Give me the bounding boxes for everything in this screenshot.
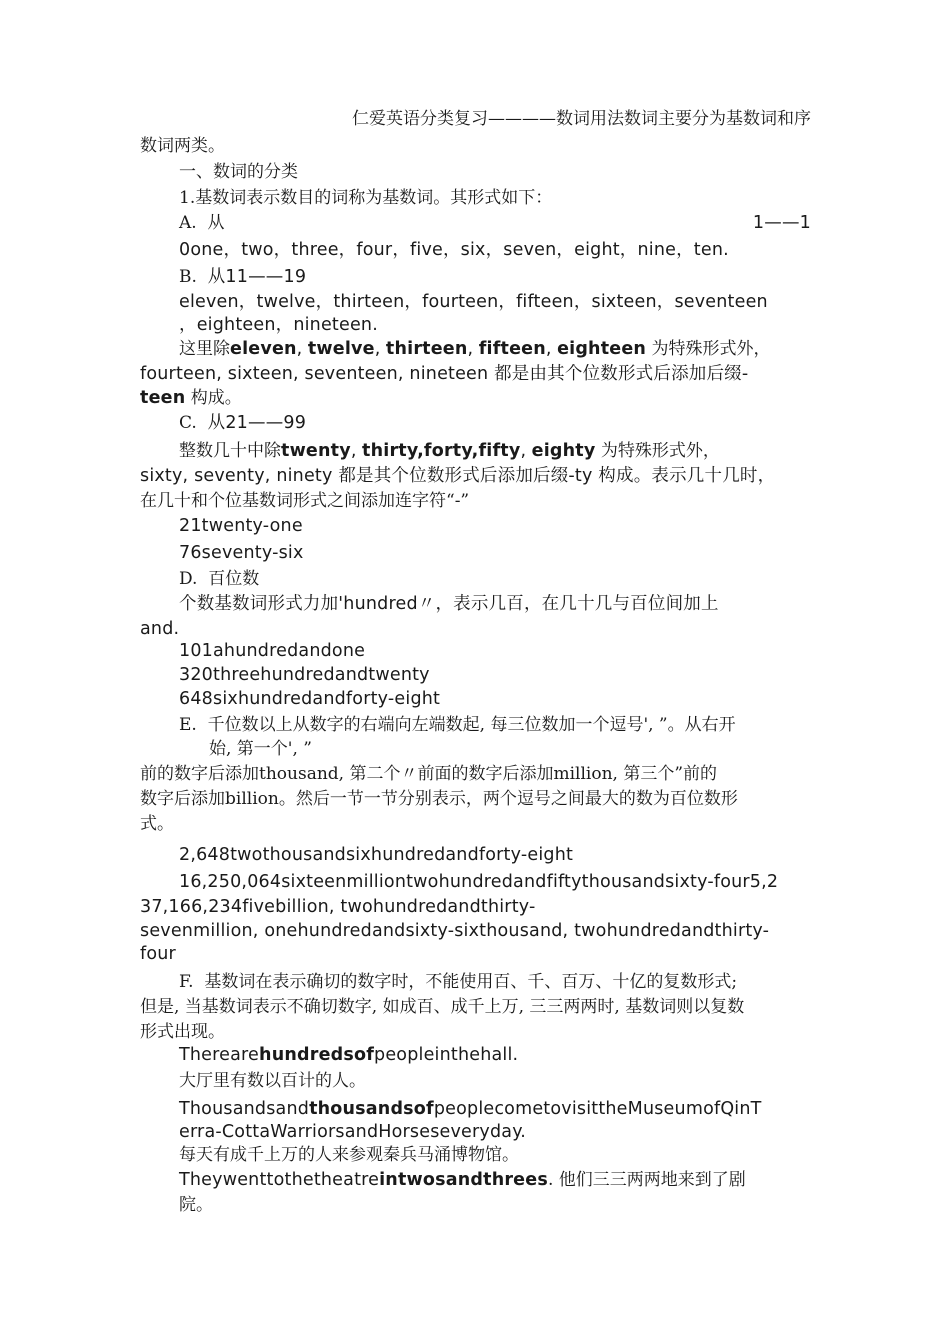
- text-span: 整数几十中除: [179, 441, 281, 461]
- text-span: peoplecometovisittheMuseumofQinT: [433, 1099, 762, 1119]
- text-span: 为特殊形式外，: [600, 441, 720, 461]
- paragraph-line: 前的数字后添加thousand, 第二个〃前面的数字后添加million, 第三个”前的: [140, 764, 718, 784]
- bold-word: eighteen: [557, 339, 647, 359]
- example-continued: 37,166,234fivebillion, twohundredandthirty-: [140, 897, 536, 917]
- example: 101ahundredandone: [179, 641, 366, 661]
- bold-word: thirty,forty,fifty: [362, 441, 521, 461]
- example-continued: four: [140, 944, 176, 964]
- example: 320threehundredandtwenty: [179, 665, 430, 685]
- bold-word: twelve: [307, 339, 375, 359]
- paragraph-line: [140, 386, 242, 410]
- item-a-text: [179, 211, 225, 235]
- item-a-range: 1——1: [752, 213, 811, 233]
- text-span: ,: [374, 339, 381, 359]
- example: [179, 1043, 518, 1067]
- bold-word: thousandsof: [309, 1099, 434, 1119]
- example-translation: 大厅里有数以百计的人。: [179, 1071, 366, 1091]
- section-heading: 一、数词的分类: [179, 162, 298, 182]
- item-text: 千位数以上从数字的右端向左端数起, 每三位数加一个逗号', ”。从右开: [207, 715, 736, 735]
- item-label: A.: [179, 213, 197, 233]
- example: 2,648twothousandsixhundredandforty-eight: [179, 845, 574, 865]
- item-text: 从21——99: [207, 413, 307, 433]
- item-text: 百位数: [208, 569, 260, 589]
- paragraph-line: sixty, seventy, ninety 都是其个位数形式后添加后缀-ty 构成。表示几十几时，: [140, 466, 776, 486]
- item-label: B.: [179, 267, 197, 287]
- paragraph: [179, 439, 720, 463]
- number-list: ，eighteen，nineteen.: [179, 315, 378, 335]
- item-text: 从11——19: [207, 267, 307, 287]
- paragraph-line: 数字后添加billion。然后一节一节分别表示，两个逗号之间最大的数为百位数形: [140, 789, 738, 809]
- paragraph-line: 式。: [140, 814, 174, 834]
- example: 21twenty-one: [179, 516, 303, 536]
- item-label: C.: [179, 413, 197, 433]
- bold-word: fifteen: [478, 339, 546, 359]
- number-list: eleven，twelve，thirteen，fourteen，fifteen，sixteen，seventeen: [179, 292, 768, 312]
- text-span: Thousandsand: [179, 1099, 310, 1119]
- bold-word: teen: [140, 388, 186, 408]
- example: 76seventy-six: [179, 543, 304, 563]
- item-text: 从: [207, 213, 225, 233]
- paragraph-line: fourteen, sixteen, seventeen, nineteen 都是由其个位数形式后添加后缀-: [140, 364, 749, 384]
- bold-word: hundredsof: [259, 1045, 375, 1065]
- text-span: . 他们三三两两地来到了剧: [547, 1170, 746, 1190]
- text-span: Thereare: [179, 1045, 260, 1065]
- text-span: 构成。: [190, 388, 242, 408]
- paragraph-line: 但是, 当基数词表示不确切数字, 如成百、成千上万, 三三两两时, 基数词则以复数: [140, 997, 745, 1017]
- text-span: 为特殊形式外，: [651, 339, 771, 359]
- text-span: ,: [350, 441, 357, 461]
- paragraph-line: 形式出现。: [140, 1022, 225, 1042]
- text-span: 这里除: [179, 339, 230, 359]
- example: [179, 1097, 762, 1121]
- item-label: F.: [179, 972, 194, 992]
- item-label: E.: [179, 715, 197, 735]
- text-span: Theywenttothetheatre: [179, 1170, 380, 1190]
- bold-word: eleven: [230, 339, 297, 359]
- item-c-line: [179, 411, 306, 435]
- example-translation: 每天有成千上万的人来参观秦兵马涌博物馆。: [179, 1145, 519, 1165]
- text-span: ,: [467, 339, 474, 359]
- example: 648sixhundredandforty-eight: [179, 689, 441, 709]
- paragraph: [179, 337, 770, 361]
- title-line: 仁爱英语分类复习————数词用法数词主要分为基数词和序: [352, 109, 811, 129]
- text-span: peopleinthehall.: [374, 1045, 519, 1065]
- text-span: ,: [296, 339, 303, 359]
- bold-word: eighty: [531, 441, 596, 461]
- bold-word: intwosandthrees: [379, 1170, 548, 1190]
- item-a-line: [179, 211, 811, 235]
- item-text: 基数词在表示确切的数字时，不能使用百、千、百万、十亿的复数形式;: [204, 972, 738, 992]
- item-e-line: [179, 713, 736, 737]
- example: 16,250,064sixteenmilliontwohundredandfiftythousandsixty-four5,2: [179, 872, 779, 892]
- bold-word: thirteen: [385, 339, 468, 359]
- bold-word: twenty: [281, 441, 351, 461]
- paragraph: 1.基数词表示数目的词称为基数词。其形式如下：: [179, 188, 553, 208]
- item-f-line: [179, 970, 737, 994]
- example-continued: sevenmillion, onehundredandsixty-sixthousand, twohundredandthirty-: [140, 921, 770, 941]
- text-span: ,: [520, 441, 527, 461]
- example-continued: erra-CottaWarriorsandHorseseveryday.: [179, 1122, 527, 1142]
- text-span: ,: [545, 339, 552, 359]
- paragraph-line: 始, 第一个', ”: [209, 739, 312, 759]
- paragraph-line: 在几十和个位基数词形式之间添加连字符“-”: [140, 491, 470, 511]
- example-continued: 院。: [179, 1195, 213, 1215]
- item-d-line: [179, 567, 259, 591]
- paragraph: 个数基数词形式力加'hundred〃，表示几百，在几十几与百位间加上: [179, 594, 719, 614]
- item-label: D.: [179, 569, 198, 589]
- item-b-line: [179, 265, 306, 289]
- number-list: 0one，two，three，four，five，six，seven，eight，nine，ten.: [179, 240, 729, 260]
- paragraph-line: and.: [140, 619, 180, 639]
- title-line-continued: 数词两类。: [140, 136, 225, 156]
- example: [179, 1168, 746, 1192]
